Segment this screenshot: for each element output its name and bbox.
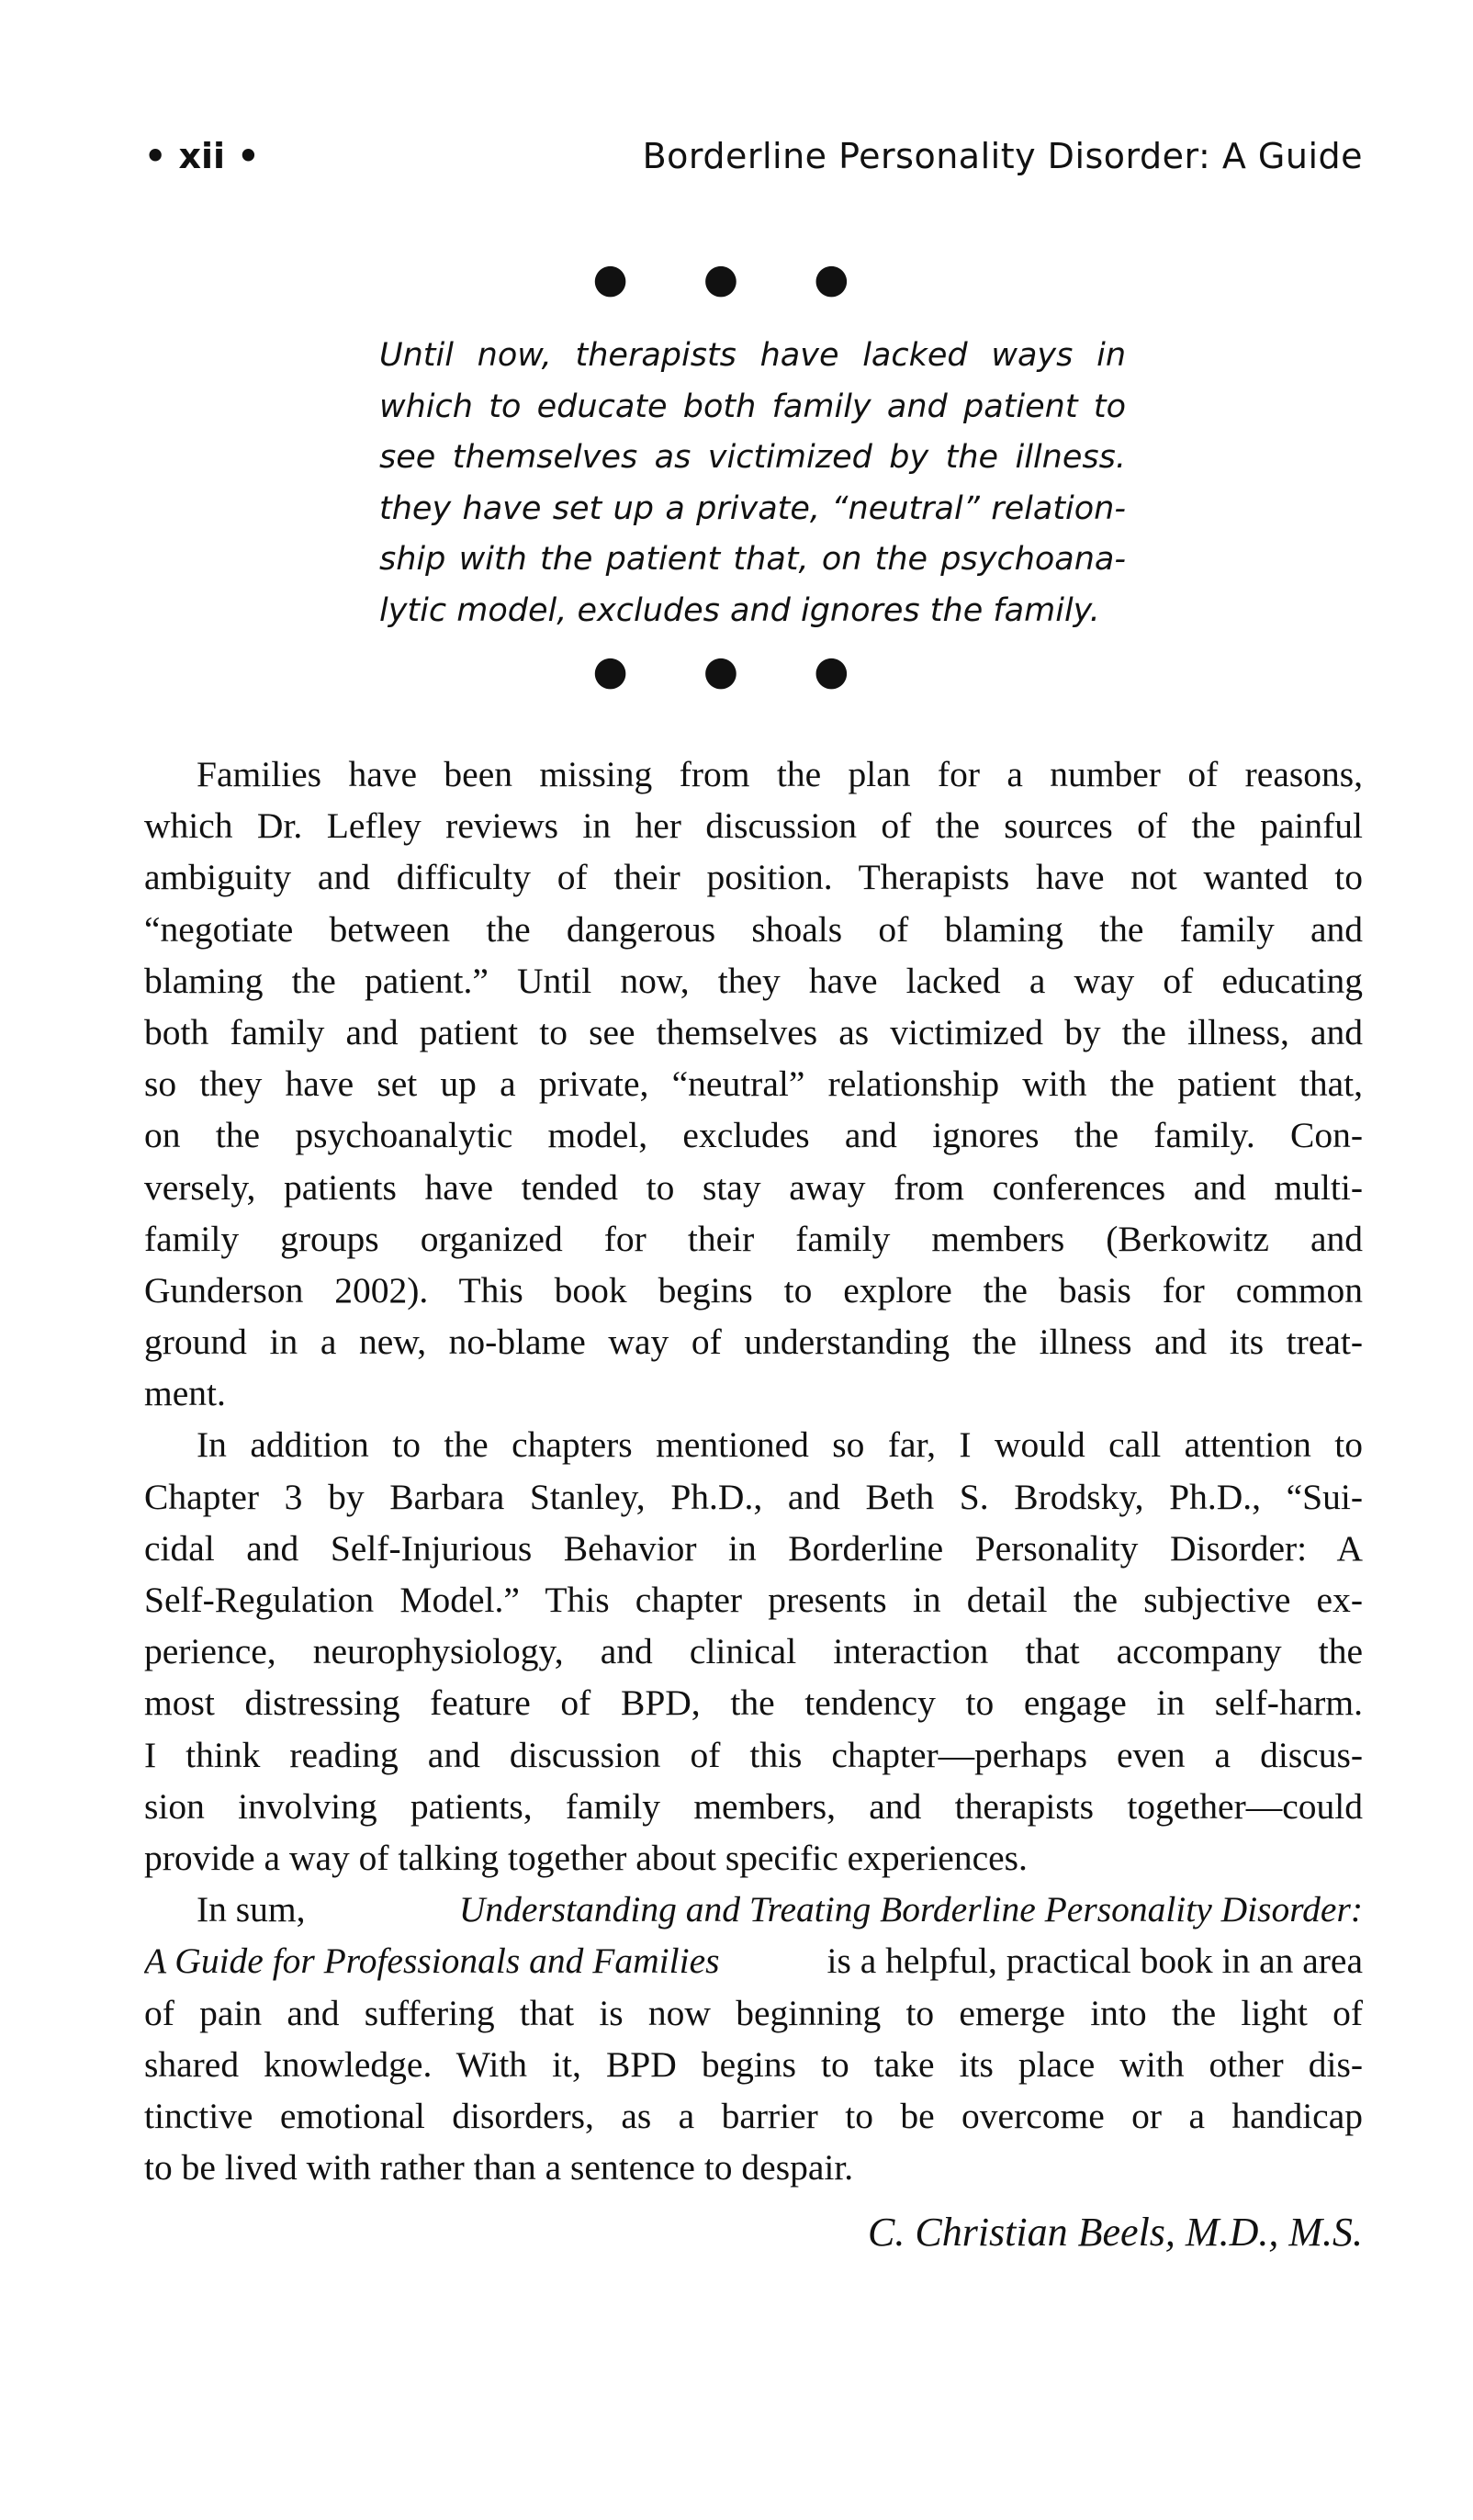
body-text [144,748,1363,2193]
ornament-bottom: ● ● ● [592,647,881,694]
body-line: perience, neurophysiology, and clinical interaction that accompany the [144,1631,1363,1672]
body-line: on the psychoanalytic model, excludes and ignores the family. Con- [144,1115,1363,1156]
body-line: cidal and Self-Injurious Behavior in Borderline Personality Disorder: A [144,1527,1363,1569]
body-line: versely, patients have tended to stay away from conferences and multi- [144,1166,1363,1208]
body-line: Chapter 3 by Barbara Stanley, Ph.D., and Beth S. Brodsky, Ph.D., “Sui- [144,1476,1363,1517]
quote-line: they have set up a private, “neutral” relation- [379,489,1126,527]
body-line: ground in a new, no-blame way of understanding the illness and its treat- [144,1322,1363,1363]
body-line: “negotiate between the dangerous shoals of blaming the family and [144,908,1363,950]
body-line: of pain and suffering that is now beginning to emerge into the light of [144,1992,1363,2033]
body-line: most distressing feature of BPD, the tendency to engage in self-harm. [144,1682,1363,1724]
ornament-top: ● ● ● [592,255,881,302]
quote-line: lytic model, excludes and ignores the family. [379,591,1100,629]
body-line: blaming the patient.” Until now, they have lacked a way of educating [144,960,1363,1001]
running-title: Borderline Personality Disorder: A Guide [642,136,1363,176]
page-number: • xii • [144,136,260,176]
body-line: to be lived with rather than a sentence to despair. [144,2147,854,2188]
body-line: Gunderson 2002). This book begins to explore the basis for common [144,1269,1363,1311]
body-line: which Dr. Lefley reviews in her discussion of the sources of the painful [144,805,1363,847]
body-line [144,1935,1363,1986]
body-line: tinctive emotional disorders, as a barrier to be overcome or a handicap [144,2095,1363,2136]
body-line: ambiguity and difficulty of their position. Therapists have not wanted to [144,857,1363,898]
pull-quote [379,331,1126,636]
quote-line: which to educate both family and patient to [379,388,1126,425]
quote-line: ship with the patient that, on the psychoana- [379,541,1126,578]
body-line: Families have been missing from the plan for a number of reasons, [197,754,1363,794]
body-line: Self-Regulation Model.” This chapter presents in detail the subjective ex- [144,1580,1363,1620]
body-line: so they have set up a private, “neutral” relationship with the patient that, [144,1063,1363,1105]
body-line: both family and patient to see themselves as victimized by the illness, and [144,1011,1363,1052]
body-line: ment. [144,1373,226,1414]
body-line: family groups organized for their family members (Berkowitz and [144,1218,1363,1259]
body-line [144,1884,1363,1935]
body-text-run: is a helpful, practical book in an area [826,1941,1363,1982]
body-line: I think reading and discussion of this chapter—perhaps even a discus- [144,1734,1363,1775]
body-line: sion involving patients, family members, and therapists together—could [144,1785,1363,1827]
body-line: In addition to the chapters mentioned so far, I would call attention to [197,1424,1363,1466]
body-text-run: In sum, [197,1889,306,1930]
author-signature: C. Christian Beels, M.D., M.S. [868,2210,1363,2255]
quote-line: see themselves as victimized by the illness. [379,439,1126,476]
book-title-part-1: Understanding and Treating Borderline Personality Disorder: [458,1889,1363,1930]
body-line: shared knowledge. With it, BPD begins to take its place with other dis- [144,2043,1363,2085]
book-title-part-2: A Guide for Professionals and Families [144,1941,720,1982]
running-header [144,136,1363,191]
quote-line: Until now, therapists have lacked ways in [379,337,1126,374]
body-line: provide a way of talking together about specific experiences. [144,1837,1028,1878]
